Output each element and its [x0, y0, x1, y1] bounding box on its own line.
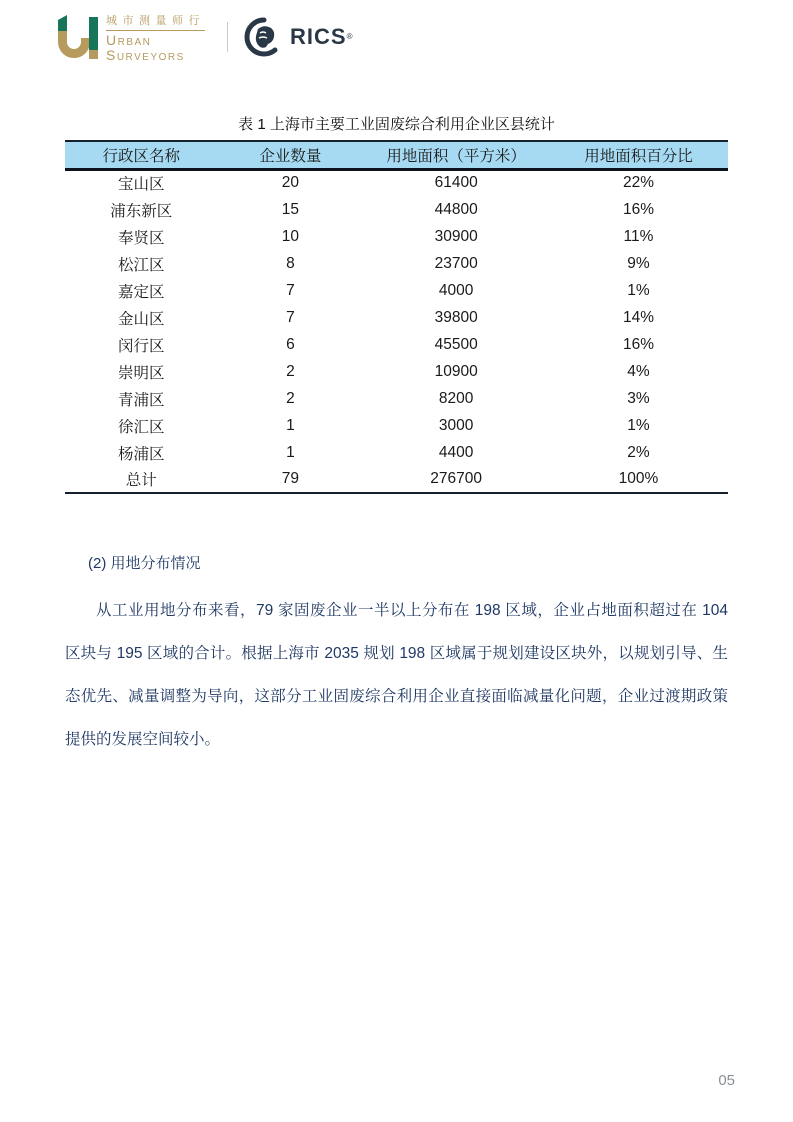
- total-area-percentage: 100%: [618, 470, 659, 487]
- cell-district: 宝山区: [117, 176, 165, 194]
- rics-wordmark: RICS: [290, 23, 347, 49]
- urban-surveyors-logo: [58, 12, 205, 61]
- urban-surveyors-logo-icon: [58, 15, 98, 59]
- cell-district: 松江区: [117, 256, 165, 274]
- land-distribution-section: [65, 552, 728, 761]
- table-header-row: [65, 141, 728, 169]
- cell-area-percentage: 1%: [627, 281, 650, 299]
- header-divider: [227, 22, 228, 52]
- table-row: [65, 358, 728, 385]
- cell-land-area: 3000: [438, 416, 474, 434]
- cell-land-area: 44800: [434, 200, 478, 218]
- rics-lion-icon: [244, 17, 284, 57]
- total-label: 总计: [125, 472, 157, 489]
- cell-enterprise-count: 7: [286, 281, 295, 299]
- cell-land-area: 23700: [434, 254, 478, 272]
- cell-enterprise-count: 1: [286, 416, 295, 434]
- column-header-area-percentage: 用地面积百分比: [549, 141, 728, 169]
- column-header-district: 行政区名称: [65, 141, 217, 169]
- cell-area-percentage: 16%: [622, 200, 654, 218]
- cell-district: 嘉定区: [117, 283, 165, 301]
- cell-area-percentage: 2%: [627, 443, 650, 461]
- cell-land-area: 61400: [434, 174, 478, 192]
- table-row: [65, 304, 728, 331]
- cell-land-area: 8200: [438, 389, 474, 407]
- cell-land-area: 45500: [434, 335, 478, 353]
- cell-area-percentage: 14%: [622, 308, 654, 326]
- table-row: [65, 250, 728, 277]
- table-row: [65, 196, 728, 223]
- statistics-table-block: [65, 112, 728, 494]
- cell-district: 徐汇区: [117, 418, 165, 436]
- cell-land-area: 10900: [434, 362, 478, 380]
- cell-enterprise-count: 7: [286, 308, 295, 326]
- urban-surveyors-logo-text: [106, 12, 205, 61]
- section-heading: (2) 用地分布情况: [88, 555, 201, 572]
- cell-land-area: 4000: [438, 281, 474, 299]
- page-number: 05: [718, 1072, 735, 1089]
- logo-english-name-line2: Surveyors: [106, 47, 185, 63]
- cell-enterprise-count: 6: [286, 335, 295, 353]
- rics-logo: [244, 17, 352, 57]
- table-row: [65, 412, 728, 439]
- cell-district: 金山区: [117, 310, 165, 328]
- cell-area-percentage: 4%: [627, 362, 650, 380]
- cell-enterprise-count: 1: [286, 443, 295, 461]
- table-row: [65, 223, 728, 250]
- total-enterprise-count: 79: [281, 470, 300, 487]
- cell-area-percentage: 11%: [623, 227, 654, 245]
- table-total-row: [65, 466, 728, 493]
- cell-area-percentage: 3%: [627, 389, 650, 407]
- table-row: [65, 169, 728, 196]
- column-header-enterprise-count: 企业数量: [217, 141, 363, 169]
- table-row: [65, 385, 728, 412]
- cell-enterprise-count: 2: [286, 362, 295, 380]
- column-header-land-area: 用地面积（平方米）: [363, 141, 549, 169]
- cell-district: 闵行区: [117, 337, 165, 355]
- table-row: [65, 277, 728, 304]
- cell-enterprise-count: 20: [281, 174, 300, 192]
- total-land-area: 276700: [430, 470, 483, 487]
- logo-english-name-line1: Urban: [106, 32, 152, 48]
- section-paragraph: 从工业用地分布来看，79 家固废企业一半以上分布在 198 区域，企业占地面积超过在 104 区块与 195 区域的合计。根据上海市 2035 规划 198 区域属于规划建设区块外，以规划引导、生态优先、减量调整为导向，这部分工业固废综合利用企业直接面临减量化问题，企业过渡期政策提供的发展空间较小。: [65, 602, 728, 748]
- cell-enterprise-count: 10: [281, 227, 300, 245]
- cell-enterprise-count: 8: [286, 254, 295, 272]
- cell-area-percentage: 1%: [627, 416, 650, 434]
- table-row: [65, 331, 728, 358]
- cell-land-area: 30900: [434, 227, 478, 245]
- district-statistics-table: [65, 140, 728, 494]
- cell-area-percentage: 16%: [622, 335, 654, 353]
- rics-registered-mark: ®: [346, 32, 353, 41]
- cell-land-area: 39800: [434, 308, 478, 326]
- cell-district: 浦东新区: [110, 202, 173, 220]
- table-body: [65, 169, 728, 466]
- table-title: 表 1 上海市主要工业固废综合利用企业区县统计: [238, 116, 555, 133]
- brand-header: [58, 12, 352, 61]
- cell-district: 奉贤区: [117, 229, 165, 247]
- cell-area-percentage: 22%: [622, 174, 654, 192]
- cell-district: 崇明区: [117, 364, 165, 382]
- cell-area-percentage: 9%: [627, 254, 650, 272]
- logo-chinese-name: 城市测量师行: [106, 12, 205, 31]
- table-row: [65, 439, 728, 466]
- cell-district: 青浦区: [117, 391, 165, 409]
- cell-district: 杨浦区: [117, 445, 165, 463]
- cell-enterprise-count: 2: [286, 389, 295, 407]
- cell-land-area: 4400: [438, 443, 474, 461]
- cell-enterprise-count: 15: [281, 200, 300, 218]
